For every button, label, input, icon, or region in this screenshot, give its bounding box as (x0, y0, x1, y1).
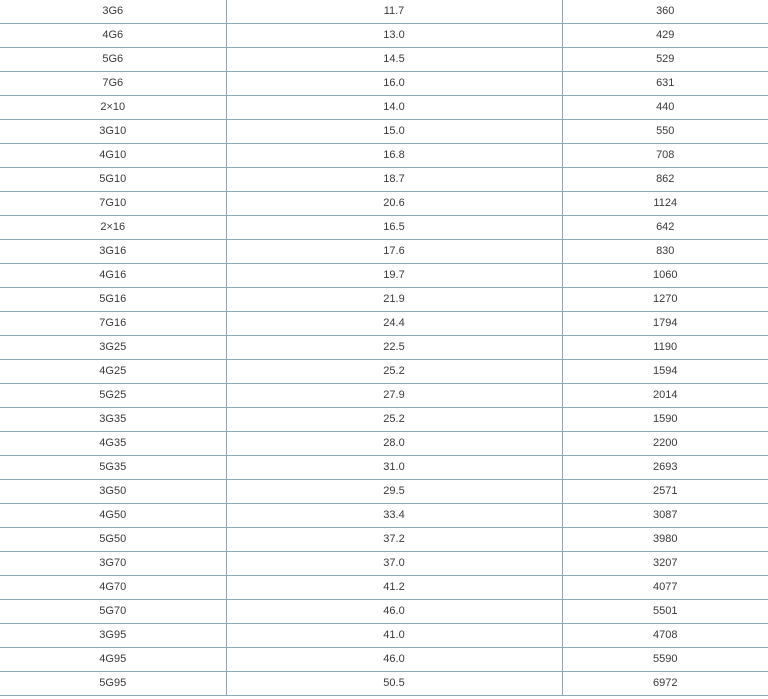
cable-size-cell: 5G70 (0, 600, 226, 624)
weight-cell: 3980 (562, 528, 768, 552)
table-row (0, 264, 768, 288)
diameter-cell: 13.0 (226, 24, 562, 48)
cable-size-cell: 3G35 (0, 408, 226, 432)
table-row (0, 552, 768, 576)
diameter-cell: 11.7 (226, 0, 562, 24)
weight-cell: 550 (562, 120, 768, 144)
table-row (0, 48, 768, 72)
cable-size-cell: 5G95 (0, 672, 226, 696)
table-row (0, 336, 768, 360)
table-row (0, 288, 768, 312)
cable-size-cell: 3G25 (0, 336, 226, 360)
diameter-cell: 18.7 (226, 168, 562, 192)
diameter-cell: 37.2 (226, 528, 562, 552)
weight-cell: 862 (562, 168, 768, 192)
diameter-cell: 14.0 (226, 96, 562, 120)
cable-size-cell: 3G6 (0, 0, 226, 24)
cable-size-cell: 4G70 (0, 576, 226, 600)
cable-size-cell: 5G50 (0, 528, 226, 552)
cable-size-cell: 4G95 (0, 648, 226, 672)
diameter-cell: 28.0 (226, 432, 562, 456)
cable-size-cell: 5G10 (0, 168, 226, 192)
weight-cell: 1060 (562, 264, 768, 288)
weight-cell: 4708 (562, 624, 768, 648)
table-row (0, 144, 768, 168)
cable-size-cell: 3G50 (0, 480, 226, 504)
diameter-cell: 31.0 (226, 456, 562, 480)
diameter-cell: 41.2 (226, 576, 562, 600)
weight-cell: 3207 (562, 552, 768, 576)
diameter-cell: 15.0 (226, 120, 562, 144)
table-row (0, 240, 768, 264)
diameter-cell: 27.9 (226, 384, 562, 408)
table-row (0, 624, 768, 648)
diameter-cell: 41.0 (226, 624, 562, 648)
diameter-cell: 33.4 (226, 504, 562, 528)
weight-cell: 2014 (562, 384, 768, 408)
table-row (0, 600, 768, 624)
table-row (0, 120, 768, 144)
weight-cell: 5501 (562, 600, 768, 624)
weight-cell: 429 (562, 24, 768, 48)
weight-cell: 440 (562, 96, 768, 120)
table-row (0, 408, 768, 432)
table-row (0, 312, 768, 336)
cable-size-cell: 7G6 (0, 72, 226, 96)
weight-cell: 6972 (562, 672, 768, 696)
table-row (0, 216, 768, 240)
weight-cell: 1594 (562, 360, 768, 384)
diameter-cell: 50.5 (226, 672, 562, 696)
diameter-cell: 22.5 (226, 336, 562, 360)
cable-size-cell: 5G6 (0, 48, 226, 72)
cable-size-cell: 3G70 (0, 552, 226, 576)
cable-size-cell: 4G16 (0, 264, 226, 288)
weight-cell: 4077 (562, 576, 768, 600)
weight-cell: 1794 (562, 312, 768, 336)
table-row (0, 168, 768, 192)
diameter-cell: 17.6 (226, 240, 562, 264)
table-row (0, 72, 768, 96)
cable-size-cell: 3G95 (0, 624, 226, 648)
table-row (0, 96, 768, 120)
diameter-cell: 16.5 (226, 216, 562, 240)
table-row (0, 456, 768, 480)
weight-cell: 642 (562, 216, 768, 240)
diameter-cell: 37.0 (226, 552, 562, 576)
cable-size-cell: 4G25 (0, 360, 226, 384)
diameter-cell: 16.0 (226, 72, 562, 96)
table-row (0, 432, 768, 456)
weight-cell: 2571 (562, 480, 768, 504)
table-row (0, 528, 768, 552)
weight-cell: 360 (562, 0, 768, 24)
table-row (0, 24, 768, 48)
cable-size-cell: 7G10 (0, 192, 226, 216)
diameter-cell: 19.7 (226, 264, 562, 288)
cable-size-cell: 2×16 (0, 216, 226, 240)
diameter-cell: 14.5 (226, 48, 562, 72)
table-row (0, 576, 768, 600)
table-row (0, 480, 768, 504)
diameter-cell: 21.9 (226, 288, 562, 312)
table-row (0, 384, 768, 408)
diameter-cell: 25.2 (226, 360, 562, 384)
cable-size-cell: 5G16 (0, 288, 226, 312)
weight-cell: 2200 (562, 432, 768, 456)
diameter-cell: 46.0 (226, 648, 562, 672)
diameter-cell: 20.6 (226, 192, 562, 216)
cable-size-cell: 3G16 (0, 240, 226, 264)
diameter-cell: 24.4 (226, 312, 562, 336)
diameter-cell: 16.8 (226, 144, 562, 168)
cable-size-cell: 4G6 (0, 24, 226, 48)
cable-size-cell: 4G10 (0, 144, 226, 168)
weight-cell: 1124 (562, 192, 768, 216)
weight-cell: 3087 (562, 504, 768, 528)
cable-size-cell: 4G35 (0, 432, 226, 456)
diameter-cell: 46.0 (226, 600, 562, 624)
table-row (0, 360, 768, 384)
weight-cell: 830 (562, 240, 768, 264)
weight-cell: 1270 (562, 288, 768, 312)
weight-cell: 529 (562, 48, 768, 72)
diameter-cell: 25.2 (226, 408, 562, 432)
cable-size-cell: 4G50 (0, 504, 226, 528)
weight-cell: 1590 (562, 408, 768, 432)
cable-size-cell: 5G25 (0, 384, 226, 408)
diameter-cell: 29.5 (226, 480, 562, 504)
table-row (0, 192, 768, 216)
cable-size-cell: 5G35 (0, 456, 226, 480)
cable-size-cell: 3G10 (0, 120, 226, 144)
table-row (0, 0, 768, 24)
weight-cell: 2693 (562, 456, 768, 480)
table-row (0, 648, 768, 672)
weight-cell: 708 (562, 144, 768, 168)
weight-cell: 5590 (562, 648, 768, 672)
table-row (0, 504, 768, 528)
weight-cell: 1190 (562, 336, 768, 360)
weight-cell: 631 (562, 72, 768, 96)
cable-size-cell: 2×10 (0, 96, 226, 120)
table-row (0, 672, 768, 696)
cable-size-cell: 7G16 (0, 312, 226, 336)
